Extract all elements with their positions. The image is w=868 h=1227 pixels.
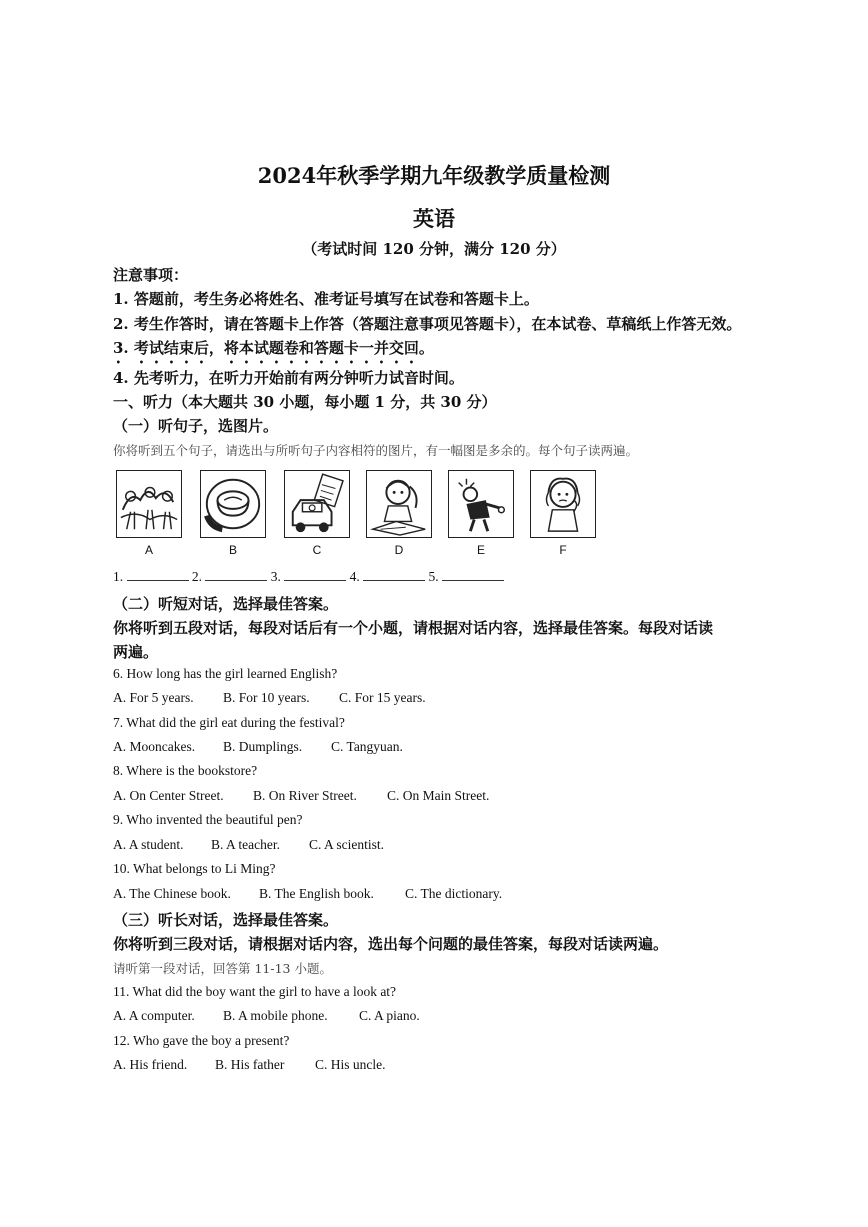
subject-title: 英语	[413, 206, 455, 231]
question: 10. What belongs to Li Ming?	[113, 861, 276, 876]
option: A. On Center Street.	[113, 788, 224, 803]
option: B. On River Street.	[253, 788, 357, 803]
option: C. His uncle.	[315, 1057, 386, 1072]
part3-sub-instruction: 请听第一段对话，回答第 11-13 小题。	[113, 961, 332, 976]
blank-number: 2.	[191, 569, 202, 584]
option: A. Mooncakes.	[113, 739, 196, 754]
exam-info: （考试时间 120 分钟，满分 120 分）	[302, 240, 566, 258]
man-bowing-icon	[449, 471, 513, 537]
part2-instruction: 你将听到五段对话，每段对话后有一个小题，请根据对话内容，选择最佳答案。每段对话读	[113, 619, 714, 637]
option: C. The dictionary.	[405, 886, 503, 901]
option: A. His friend.	[113, 1057, 188, 1072]
car-sign-icon	[285, 471, 349, 537]
picture-e	[448, 470, 514, 538]
answer-blank[interactable]	[363, 569, 425, 581]
answer-blank[interactable]	[205, 569, 267, 581]
question: 7. What did the girl eat during the festival?	[113, 715, 345, 730]
blank-number: 4.	[349, 569, 360, 584]
picture-a	[116, 470, 182, 538]
question-options	[113, 886, 502, 902]
question: 11. What did the boy want the girl to have a look at?	[113, 984, 397, 999]
question-options	[113, 1008, 420, 1024]
answer-blank[interactable]	[127, 569, 189, 581]
answer-blank[interactable]	[284, 569, 346, 581]
option: B. His father	[215, 1057, 285, 1072]
option: C. A scientist.	[309, 837, 385, 852]
blank-number: 1.	[113, 569, 124, 584]
option: A. The Chinese book.	[113, 886, 231, 901]
part3-heading: （三）听长对话，选择最佳答案。	[113, 911, 339, 929]
notice-item: 1. 答题前，考生务必将姓名、准考证号填写在试卷和答题卡上。	[113, 290, 539, 308]
option: B. A teacher.	[211, 837, 280, 852]
option: C. A piano.	[359, 1008, 420, 1023]
notice-item: 4. 先考听力，在听力开始前有两分钟听力试音时间。	[113, 369, 464, 387]
question-options	[113, 739, 403, 755]
option: C. For 15 years.	[339, 690, 426, 705]
picture-d	[366, 470, 432, 538]
option: B. For 10 years.	[223, 690, 310, 705]
girl-reading-icon	[367, 471, 431, 537]
answer-blank[interactable]	[442, 569, 504, 581]
question: 8. Where is the bookstore?	[113, 763, 258, 778]
question-options	[113, 837, 384, 853]
question-options	[113, 1057, 386, 1073]
part1-heading: （一）听句子，选图片。	[113, 417, 279, 435]
picture-label: A	[144, 543, 153, 557]
blank-number: 5.	[428, 569, 439, 584]
exam-title: 2024年秋季学期九年级教学质量检测	[257, 163, 611, 188]
picture-b	[200, 470, 266, 538]
blank-number: 3.	[270, 569, 281, 584]
question-options	[113, 788, 489, 804]
part3-instruction: 你将听到三段对话，请根据对话内容，选出每个问题的最佳答案，每段对话读两遍。	[113, 935, 669, 953]
option: B. The English book.	[259, 886, 374, 901]
notice-item: 3. 考试结束后，将本试题卷和答题卡一并交回。	[113, 339, 434, 357]
picture-c	[284, 470, 350, 538]
part1-instruction: 你将听到五个句子，请选出与所听句子内容相符的图片，有一幅图是多余的。每个句子读两遍。	[113, 443, 639, 458]
option: B. Dumplings.	[223, 739, 303, 754]
notice-item: 2. 考生作答时，请在答题卡上作答（答题注意事项见答题卡），在本试卷、草稿纸上作答无效。	[113, 315, 742, 333]
picture-label: C	[312, 543, 322, 557]
option: C. Tangyuan.	[331, 739, 403, 754]
question: 6. How long has the girl learned English?	[113, 666, 338, 681]
part2-heading: （二）听短对话，选择最佳答案。	[113, 595, 339, 613]
option: A. A computer.	[113, 1008, 195, 1023]
picture-label: F	[559, 543, 567, 557]
mooncake-plate-icon	[201, 471, 265, 537]
option: A. A student.	[113, 837, 184, 852]
question: 9. Who invented the beautiful pen?	[113, 812, 303, 827]
dragon-dance-icon	[117, 471, 181, 537]
question: 12. Who gave the boy a present?	[113, 1033, 290, 1048]
picture-f	[530, 470, 596, 538]
notice-heading: 注意事项：	[113, 266, 189, 284]
picture-label: D	[394, 543, 404, 557]
option: B. A mobile phone.	[223, 1008, 328, 1023]
picture-label: B	[228, 543, 237, 557]
girl-thinking-icon	[531, 471, 595, 537]
question-options	[113, 690, 426, 706]
picture-label: E	[476, 543, 485, 557]
section-heading: 一、听力（本大题共 30 小题，每小题 1 分，共 30 分）	[113, 393, 497, 411]
part2-instruction: 两遍。	[113, 643, 159, 661]
option: A. For 5 years.	[113, 690, 194, 705]
option: C. On Main Street.	[387, 788, 490, 803]
answer-blanks	[113, 569, 504, 585]
